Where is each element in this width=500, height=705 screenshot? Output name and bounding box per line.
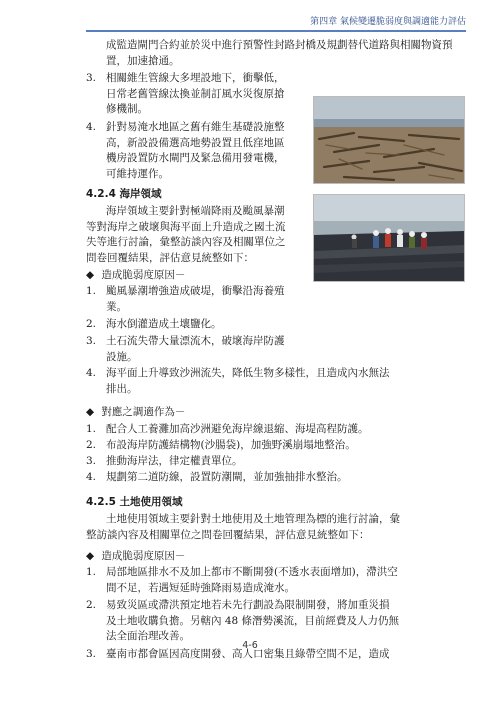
land-vuln-item-1-line: 間不足，若遇短延時強降雨易造成淹水。	[106, 581, 295, 594]
coast-intro-line: 失等進行討論，彙整訪談內容及相關單位之	[86, 236, 286, 248]
land-intro	[86, 512, 466, 543]
coast-vuln-item-3-line: 土石流失帶大量漂流木，破壞海岸防護	[106, 335, 285, 347]
diamond-bullet-icon: ◆	[86, 269, 95, 281]
coast-vuln-item-2-number: 2.	[86, 318, 97, 330]
coast-adapt-item-3-line: 推動海岸法，律定權責單位。	[106, 455, 243, 467]
land-vuln-item-2-line: 易致災區或滯洪預定地若未先行劃設為限制開發，將加重災損	[106, 599, 390, 611]
coast-vuln-item-1-line: 業。	[106, 300, 127, 313]
top-item-3-line: 相關維生管線大多埋設地下，衝擊低，	[106, 72, 285, 84]
coast-adapt-title: 對應之調適作為－	[101, 406, 186, 418]
coast-intro-line: 等對海岸之破壞與海平面上升造成之國土流	[86, 220, 286, 233]
coast-vuln-item-4-number: 4.	[86, 367, 97, 379]
coast-vuln-item-1-number: 1.	[86, 285, 97, 297]
coast-vuln-item-3-line: 設施。	[106, 350, 138, 363]
top-item-4-line: 高，新設設備選高地勢設置且低窪地區	[106, 136, 285, 149]
coast-vuln-item-1-line: 颱風暴潮增強造成破堤，衝擊沿海養殖	[106, 285, 285, 297]
section-heading-land: 4.2.5 土地使用領域	[86, 496, 183, 508]
coast-adapt-item-2-line: 布設海岸防護結構物(沙腸袋)，加強野溪崩塌地整治。	[106, 439, 356, 451]
coast-adapt-title-row	[86, 405, 466, 421]
coast-vuln-item-4-line: 排出。	[106, 382, 138, 395]
coast-vuln-item-2-line: 海水倒灌造成土壤鹽化。	[106, 318, 222, 330]
land-vuln-item-1-number: 1.	[86, 566, 97, 578]
land-vuln-title-row	[86, 549, 466, 565]
top-item-3-line: 修機制。	[106, 103, 148, 115]
top-item-4-number: 4.	[86, 121, 97, 133]
top-item-3-number: 3.	[86, 72, 97, 84]
driftwood-beach-image	[314, 97, 464, 183]
land-vuln-item-1-line: 局部地區排水不及加上都市不斷開發(不透水表面增加)，滯洪空	[106, 566, 398, 578]
header-rule	[86, 30, 466, 32]
top-item-3-line: 日常老舊管線汰換並制訂風水災復原搶	[106, 87, 285, 100]
diamond-bullet-icon: ◆	[86, 550, 95, 562]
chapter-header: 第四章 氣候變遷脆弱度與調適能力評估	[310, 17, 466, 27]
coast-adapt-item-1-line: 配合人工養灘加高沙洲避免海岸線退縮、海堤高程防護。	[106, 423, 369, 435]
section-heading-coast: 4.2.4 海岸領域	[86, 188, 162, 200]
coast-adapt-item-3-number: 3.	[86, 455, 97, 467]
coast-intro-line: 海岸領域主要針對極端降雨及颱風暴潮	[106, 205, 285, 217]
top-item-4-line: 機房設置防水閘門及緊急備用發電機，	[106, 152, 285, 164]
coast-adapt-item-1-number: 1.	[86, 423, 97, 435]
land-vuln-item-3-number: 3.	[86, 648, 97, 660]
coast-intro-line: 問卷回覆結果，評估意見統整如下：	[86, 251, 254, 264]
page-number: 4-6	[242, 640, 258, 651]
coast-intro	[86, 204, 316, 266]
top-item-4-line: 可維持運作。	[106, 167, 169, 180]
land-intro-line: 整訪談內容及相關單位之問卷回覆結果，評估意見統整如下：	[86, 528, 370, 541]
land-vuln-title: 造成脆弱度原因－	[101, 550, 186, 562]
coast-adapt-item-4-number: 4.	[86, 471, 97, 483]
land-vuln-item-2-line: 法全面治理改善。	[106, 630, 190, 642]
coast-adapt-item-2-number: 2.	[86, 439, 97, 451]
coastal-sandbag-image	[314, 195, 464, 281]
land-vuln-item-2-line: 及土地收購負擔。另轄內 48 條潛勢溪流，目前經費及人力仍無	[106, 614, 400, 627]
coast-vuln-item-4-line: 海平面上升導致沙洲流失，降低生物多樣性，且造成內水無法	[106, 367, 390, 379]
coastal-sandbag-photo	[313, 194, 465, 282]
land-vuln-item-2-number: 2.	[86, 599, 97, 611]
top-item-4-line: 針對易淹水地區之舊有維生基礎設施整	[106, 121, 285, 133]
diamond-bullet-icon: ◆	[86, 406, 95, 418]
driftwood-beach-photo	[313, 96, 465, 184]
coast-vuln-title-row	[86, 268, 316, 284]
coast-adapt-item-4-line: 規劃第二道防線，設置防潮閘，並加強抽排水整治。	[106, 471, 348, 483]
coast-vuln-item-3-number: 3.	[86, 335, 97, 347]
land-vuln-item-3-line: 臺南市都會區因高度開發、高人口密集且綠帶空間不足，造成	[106, 648, 390, 660]
coast-vuln-title: 造成脆弱度原因－	[101, 269, 186, 281]
intro-continuation: 成監造閘門合約並於災中進行預警性封路封橋及規劃替代道路與相關物資預置，加速搶通。	[106, 39, 453, 67]
land-intro-line: 土地使用領域主要針對土地使用及土地管理為標的進行討論，彙	[106, 513, 400, 525]
